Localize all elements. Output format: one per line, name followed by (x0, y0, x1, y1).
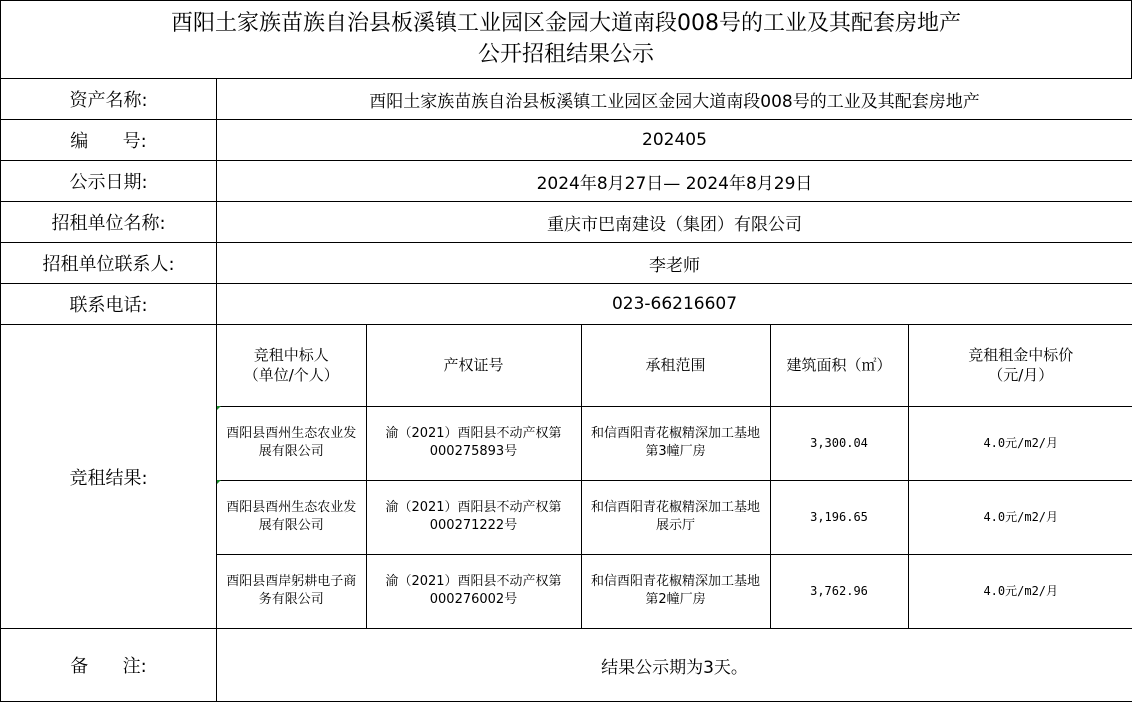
header-certificate: 产权证号 (366, 325, 581, 406)
contact-label: 招租单位联系人: (1, 243, 217, 284)
header-area: 建筑面积（㎡） (770, 325, 908, 406)
cell-comment-marker (217, 406, 221, 410)
phone-label: 联系电话: (1, 284, 217, 325)
document-title (0, 0, 1132, 78)
area-cell: 3,196.65 (770, 480, 908, 554)
header-bidder (217, 325, 366, 406)
result-cell (217, 325, 1132, 629)
price-cell: 4.0元/m2/月 (908, 554, 1132, 628)
title-line-2: 公开招租结果公示 (1, 39, 1131, 70)
table-row (217, 554, 1132, 628)
asset-name-label: 资产名称: (1, 79, 217, 120)
header-price (908, 325, 1132, 406)
phone-value: 023-66216607 (217, 284, 1132, 325)
bidder-cell: 酉阳县酉州生态农业发展有限公司 (217, 480, 366, 554)
bidder-cell: 酉阳县酉州生态农业发展有限公司 (217, 406, 366, 480)
lessor-value: 重庆市巴南建设（集团）有限公司 (217, 202, 1132, 243)
certificate-cell: 渝（2021）酉阳县不动产权第000276002号 (366, 554, 581, 628)
bidder-cell: 酉阳县酉岸躬耕电子商务有限公司 (217, 554, 366, 628)
number-value: 202405 (217, 120, 1132, 161)
number-label: 编 号: (1, 120, 217, 161)
scope-cell: 和信酉阳青花椒精深加工基地展示厅 (581, 480, 770, 554)
remark-label: 备 注: (1, 629, 217, 702)
table-row (217, 406, 1132, 480)
scope-cell: 和信酉阳青花椒精深加工基地第2幢厂房 (581, 554, 770, 628)
price-cell: 4.0元/m2/月 (908, 480, 1132, 554)
area-cell: 3,300.04 (770, 406, 908, 480)
results-header-row (217, 325, 1132, 406)
certificate-cell: 渝（2021）酉阳县不动产权第000271222号 (366, 480, 581, 554)
header-scope: 承租范围 (581, 325, 770, 406)
price-cell: 4.0元/m2/月 (908, 406, 1132, 480)
lessor-label: 招租单位名称: (1, 202, 217, 243)
info-table (0, 78, 1132, 702)
scope-cell: 和信酉阳青花椒精深加工基地第3幢厂房 (581, 406, 770, 480)
area-cell: 3,762.96 (770, 554, 908, 628)
cell-comment-marker (217, 480, 221, 484)
certificate-cell: 渝（2021）酉阳县不动产权第000275893号 (366, 406, 581, 480)
header-price-text: 竞租租金中标价 （元/月） (968, 346, 1073, 384)
result-label: 竞租结果: (1, 325, 217, 629)
results-table (217, 325, 1132, 628)
date-value: 2024年8月27日— 2024年8月29日 (217, 161, 1132, 202)
table-row (217, 480, 1132, 554)
header-bidder-text: 竞租中标人 （单位/个人） (244, 346, 339, 384)
contact-value: 李老师 (217, 243, 1132, 284)
title-line-1: 酉阳土家族苗族自治县板溪镇工业园区金园大道南段008号的工业及其配套房地产 (1, 8, 1131, 39)
remark-value: 结果公示期为3天。 (217, 629, 1132, 702)
asset-name-value: 酉阳土家族苗族自治县板溪镇工业园区金园大道南段008号的工业及其配套房地产 (217, 79, 1132, 120)
date-label: 公示日期: (1, 161, 217, 202)
